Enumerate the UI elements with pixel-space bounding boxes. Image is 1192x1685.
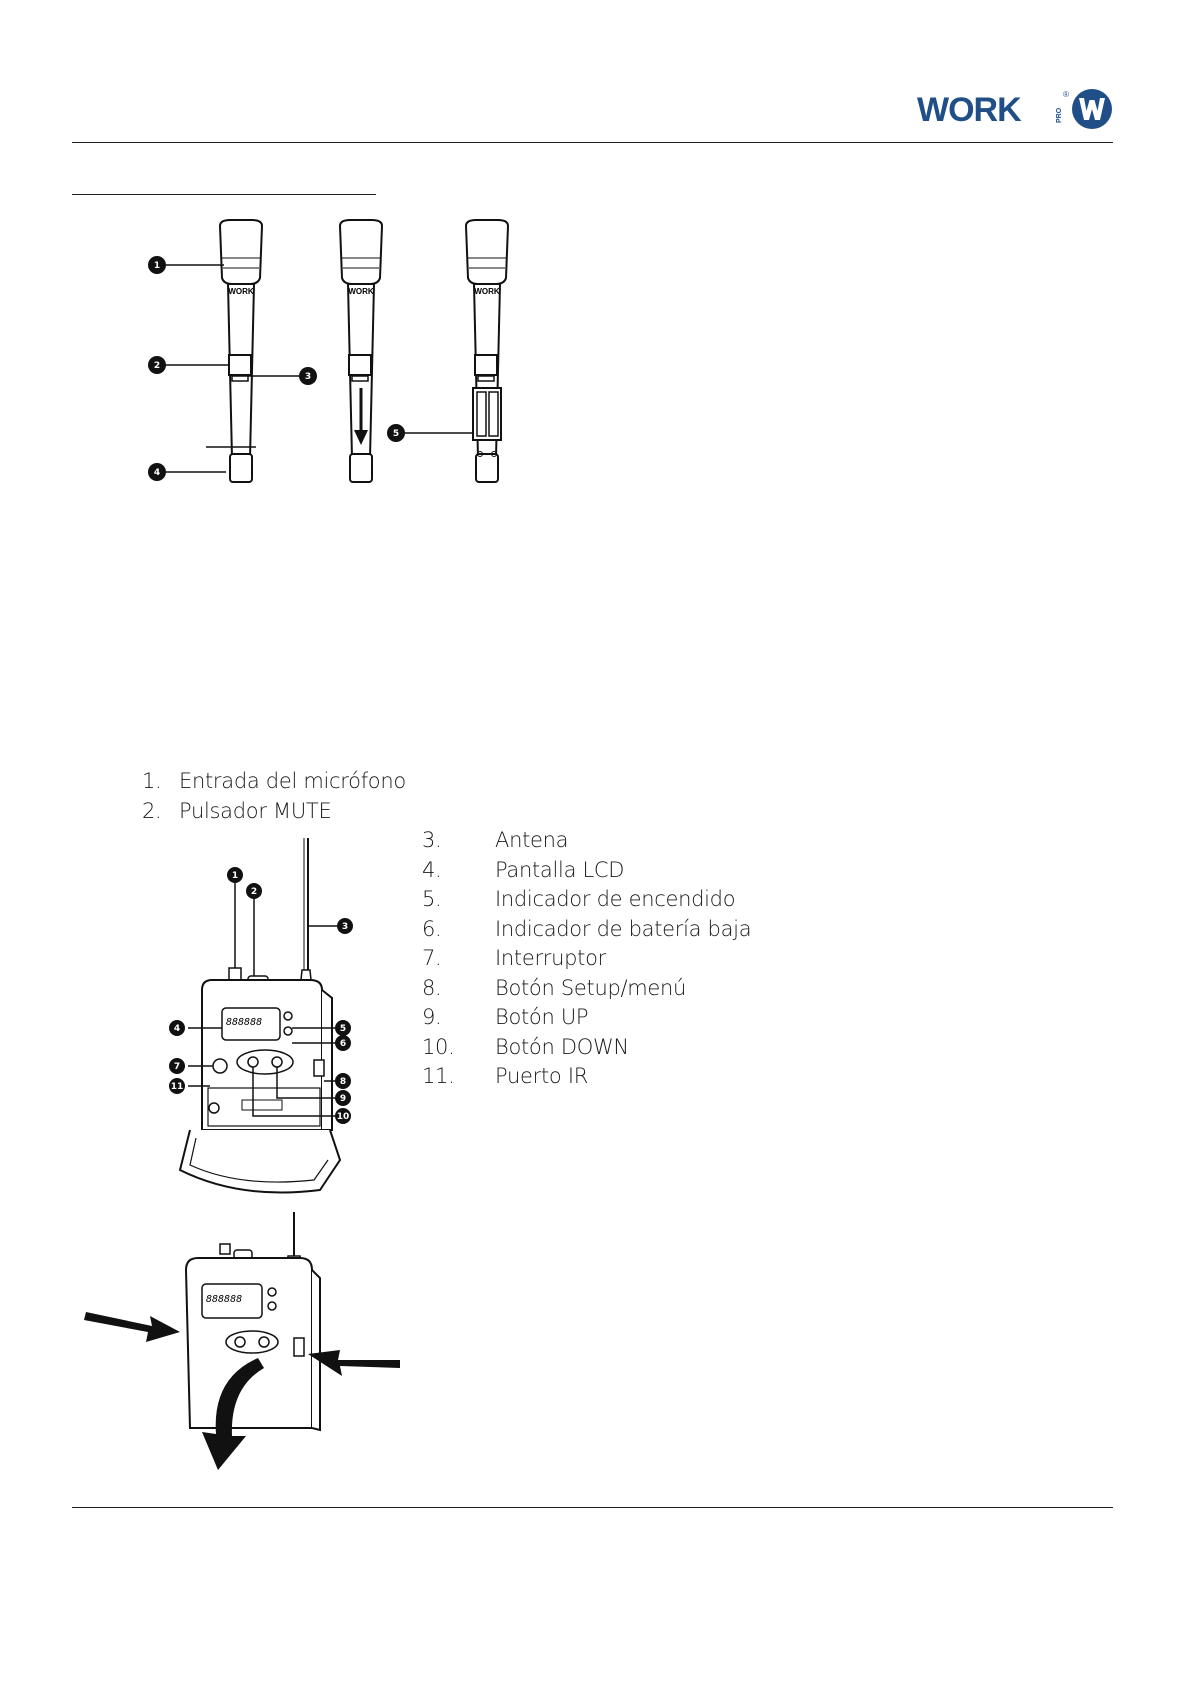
feature-list-b [422, 826, 862, 1092]
svg-text:8: 8 [339, 1077, 347, 1087]
svg-text:3: 3 [304, 372, 312, 382]
list-item: 2. Pulsador MUTE [142, 798, 332, 823]
svg-text:10: 10 [336, 1112, 350, 1122]
svg-text:1: 1 [231, 871, 239, 881]
svg-text:WORK: WORK [348, 287, 374, 296]
mic-brand-label: WORK [228, 287, 254, 296]
arrow-right-icon [84, 1312, 180, 1342]
list-item: 4. Pantalla LCD [422, 857, 625, 882]
handheld-callout-2 [148, 356, 166, 374]
svg-text:9: 9 [339, 1094, 347, 1104]
list-item: 7. Interruptor [422, 946, 606, 970]
bodypack-callout-7 [169, 1058, 185, 1074]
svg-text:3: 3 [341, 922, 349, 932]
bodypack-closing-figure [82, 1208, 407, 1470]
header-rule [72, 142, 1113, 143]
lcd-display-text: 888888 [226, 1017, 263, 1028]
svg-text:WORK: WORK [474, 287, 500, 296]
bodypack-callout-11 [169, 1078, 185, 1094]
list-item: 10. Botón DOWN [422, 1034, 629, 1059]
bodypack-callout-4 [169, 1020, 185, 1036]
bodypack-callout-5 [335, 1020, 351, 1036]
list-item: 5. Indicador de encendido [422, 887, 736, 911]
list-item: 8. Botón Setup/menú [422, 975, 687, 1000]
svg-text:®: ® [1063, 90, 1069, 99]
svg-text:5: 5 [392, 429, 400, 439]
arrow-left-icon [308, 1350, 400, 1376]
list-item: 11. Puerto IR [422, 1064, 588, 1088]
svg-text:4: 4 [173, 1024, 181, 1034]
microphone-battery-compartment [466, 220, 508, 482]
lcd-display-text: 888888 [206, 1294, 243, 1305]
bodypack-callout-2 [246, 883, 262, 899]
svg-text:6: 6 [339, 1039, 347, 1049]
svg-text:PRO: PRO [1056, 107, 1063, 123]
svg-text:11: 11 [170, 1082, 184, 1092]
svg-text:7: 7 [173, 1062, 181, 1072]
logo-text: WORK [917, 91, 1021, 129]
bodypack-callout-9 [335, 1090, 351, 1106]
list-item: 6. Indicador de batería baja [422, 916, 752, 941]
bodypack-callout-6 [335, 1035, 351, 1051]
svg-text:2: 2 [153, 361, 161, 371]
section-title-underline [72, 194, 376, 195]
handheld-callout-1 [148, 256, 166, 274]
handheld-callout-5 [387, 424, 405, 442]
list-item: 3. Antena [422, 828, 569, 852]
feature-list-a [142, 767, 542, 826]
microphone-opening [340, 220, 382, 482]
bodypack-callout-1 [227, 867, 243, 883]
list-item: 1. Entrada del micrófono [142, 769, 406, 793]
footer-rule [72, 1507, 1113, 1508]
handheld-callout-4 [148, 463, 166, 481]
bodypack-callout-10 [335, 1108, 351, 1124]
microphone-front [206, 220, 262, 482]
handheld-microphone-figure [140, 210, 520, 510]
work-pro-logo [917, 83, 1113, 131]
bodypack-callout-3 [337, 918, 353, 934]
svg-text:5: 5 [339, 1024, 347, 1034]
handheld-callout-3 [299, 367, 317, 385]
svg-text:2: 2 [250, 887, 258, 897]
svg-text:1: 1 [153, 261, 161, 271]
bodypack-callout-8 [335, 1073, 351, 1089]
svg-text:4: 4 [153, 468, 161, 478]
list-item: 9. Botón UP [422, 1005, 589, 1029]
bodypack-open-figure [150, 830, 370, 1200]
